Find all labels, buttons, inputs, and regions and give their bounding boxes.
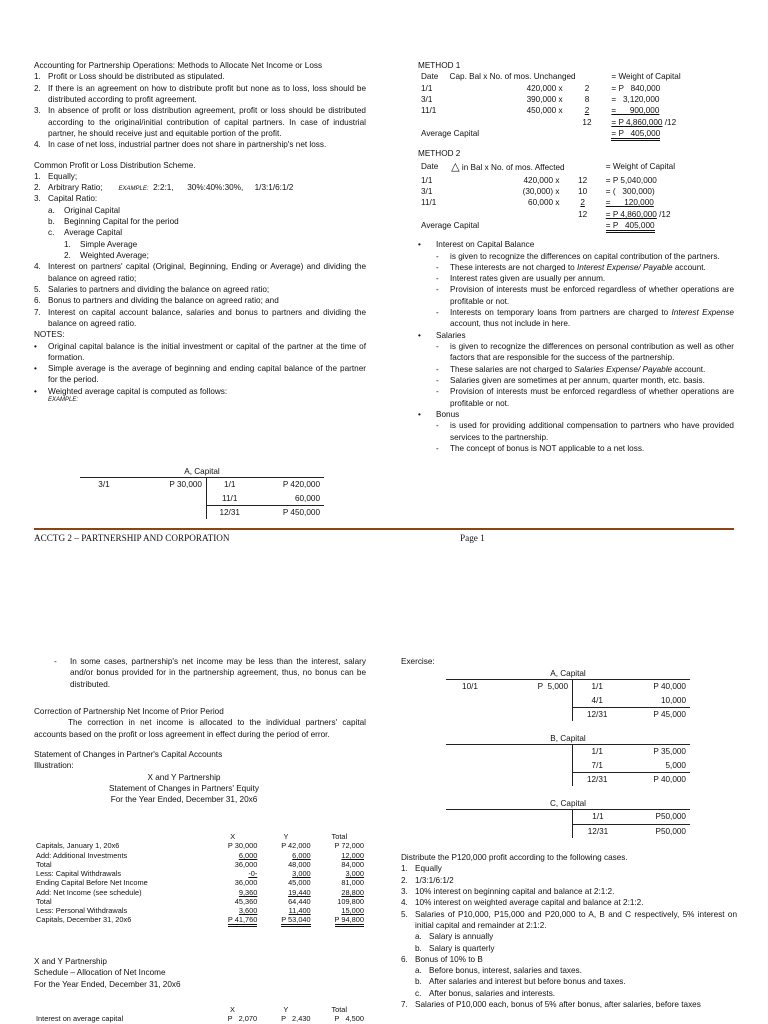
list-item: • Original capital balance is the initial investment or capital of the partner at the time of formation.: [34, 341, 366, 362]
table-row: Capitals, December 31, 20x6 P 41,760 P 53,040 P 94,800: [34, 915, 366, 924]
table-row: Total 36,000 48,000 84,000: [36, 859, 364, 869]
list-item: 2. 1/3:1/6:1/2: [401, 875, 454, 885]
t-account-b-capital-exercise: B, Capital 1/1 P 35,000 7/1 5,000 12/31 P 40,000: [446, 733, 690, 786]
list-item: • Bonus: [418, 409, 460, 419]
table-row: Average Capital = P 405,000: [418, 128, 708, 139]
list-item: 7. Interest on capital account balance, salaries and bonus to partners and dividing the balance on agreed ratio.: [34, 307, 366, 328]
illustration-label: Illustration:: [34, 761, 74, 771]
exercise-intro: Distribute the P120,000 profit according to the following cases.: [401, 853, 628, 862]
table-row: 3/1 390,000 x 8 = 3,120,000: [421, 94, 660, 104]
list-item: • Weighted average capital is computed as follows:: [34, 386, 228, 396]
list-item: a. Original Capital: [48, 205, 120, 215]
table-row: Ending Capital Before Net Income 36,000 45,000 81,000: [36, 878, 364, 888]
table-row: Add: Additional Investments 6,000 6,000 12,000: [36, 850, 364, 860]
page1-right-column: [418, 60, 734, 454]
list-item: b. After salaries and interest but before bonus and taxes.: [415, 977, 626, 987]
list-item: 4. 10% interest on weighted average capital and balance at 2:1:2.: [401, 898, 644, 908]
table-row: 11/1 60,000 x 2 = 120,000: [421, 198, 654, 208]
list-item: c. After bonus, salaries and interests.: [415, 988, 556, 998]
list-item: 3. 10% interest on beginning capital and balance at 2:1:2.: [401, 886, 615, 896]
correction-title: Correction of Partnership Net Income of Prior Period: [34, 707, 224, 716]
page1-left-column: [34, 60, 366, 404]
footer-divider: [34, 528, 734, 530]
t-account-a-capital-exercise: A, Capital 10/1 P 5,000 1/1 P 40,000 4/1 10,000 12/31 P 45,000: [446, 668, 690, 721]
list-item: 3. In absence of profit or loss distribution agreement, profit or loss should be distributed according to the original/initial contribution of capital partners. In case of industrial partner, he should receive just and equitable portion of the profit.: [34, 106, 366, 138]
example-label: EXAMPLE:: [48, 397, 79, 404]
scheme-title: Common Profit or Loss Distribution Scheme.: [34, 160, 196, 170]
list-item: - Interest rates given are usually per annum.: [436, 274, 606, 284]
list-item: a. Salary is annually: [415, 932, 494, 942]
table-row: 1/1 420,000 x 2 = P 840,000: [421, 83, 661, 93]
method2-title: METHOD 2: [418, 149, 461, 159]
list-item: • Simple average is the average of beginning and ending capital balance of the partner for the period.: [34, 364, 366, 385]
list-item: - These salaries are not charged to Salaries Expense/ Payable account.: [436, 364, 706, 374]
list-item: b. Salary is quarterly: [415, 943, 495, 953]
table-row: Interest on average capital P 2,070 P 2,430 P 4,500: [36, 1014, 364, 1024]
exercise-label: Exercise:: [401, 657, 435, 666]
list-item: 5. Salaries of P10,000, P15,000 and P20,000 to A, B and C respectively, 5% interest on initial capital and remainder at 2:1:2.: [401, 909, 737, 930]
page2-left-column: [54, 656, 366, 690]
list-item: 1. Equally: [401, 864, 442, 874]
list-item: a. Before bonus, interest, salaries and taxes.: [415, 966, 582, 976]
table-row: Average Capital = P 405,000: [418, 220, 708, 231]
table-row: 12 = P 4,860,000 /12: [582, 117, 677, 127]
exercise-cases: [401, 852, 737, 1010]
list-item: 4. In case of net loss, industrial partner does not share in partnership's net loss.: [34, 140, 327, 150]
statement-changes-table: X Y Total Capitals, January 1, 20x6 P 30,000 P 42,000 P 72,000 Add: Additional Investments 6,000 6,000 12,000 Total 36,000 48,000 84,000 Less: Capital Withdrawals -0- 3,000 3,000 Ending Capital Before Net Income 36,000 45,000 81,000 Add: Net Income (see schedule) 9,360 19,440 28,800 Total 45,360 64,440 109,800 Less: Personal Withdrawals 3,600 11,400 15,000 Capitals, December 31, 20x6 P 41,760 P 53,040 P 94,800: [34, 832, 366, 925]
list-item: 6. Bonus to partners and dividing the balance on agreed ratio; and: [34, 296, 279, 306]
list-item: • Interest on Capital Balance: [418, 240, 535, 250]
table-row: 3/1 (30,000) x 10 = ( 300,000): [421, 186, 655, 196]
delta-icon: △: [451, 160, 460, 173]
footer-course-title: ACCTG 2 – PARTNERSHIP AND CORPORATION: [34, 533, 230, 543]
list-item: c. Average Capital: [48, 228, 123, 238]
t-account-c-capital-exercise: C, Capital 1/1 P50,000 12/31 P50,000: [446, 798, 690, 838]
t-account-title: A, Capital: [184, 467, 220, 476]
list-item: - The concept of bonus is NOT applicable to a net loss.: [436, 443, 645, 453]
schedule-table: X Y Total Interest on average capital P 2,070 P 2,430 P 4,500: [36, 1005, 364, 1024]
list-item: - Provision of interests must be enforced regardless of whether operations are profitable or not.: [436, 285, 734, 306]
table-row: 12 = P 4,860,000 /12: [578, 209, 671, 219]
method2-table: Date △ in Bal x No. of mos. Affected = Weight of Capital 1/1 420,000 x 12 = P 5,040,000 3/1 (30,000) x 10 = ( 300,000) 11/1 60,000 x 2 = 120,000 12 = P 4,860,000 /12 Average Capital = P 405,000: [418, 160, 708, 232]
list-item: • Salaries: [418, 330, 466, 340]
list-item: - These interests are not charged to Interest Expense/ Payable account.: [436, 262, 706, 272]
statement-section-title: Statement of Changes in Partner's Capital Accounts: [34, 749, 223, 759]
list-item: 7. Salaries of P10,000 each, bonus of 5% after bonus, after salaries, before taxes: [401, 1000, 701, 1010]
list-item: - Salaries given are sometimes at per annum, quarter month, etc. basis.: [436, 375, 705, 385]
table-row: Total 45,360 64,440 109,800: [36, 896, 364, 906]
methods-list: [34, 71, 366, 150]
table-row: Less: Personal Withdrawals 3,600 11,400 15,000: [36, 906, 364, 915]
list-item: b. Beginning Capital for the period: [48, 217, 179, 227]
allocation-methods-title: Accounting for Partnership Operations: Methods to Allocate Net Income or Loss: [34, 61, 323, 70]
table-row: Less: Capital Withdrawals -0- 3,000 3,000: [36, 869, 364, 878]
page2-left-body: Correction of Partnership Net Income of Prior Period The correction in net income is allocated to the individual partners' capital accounts based on the profit or loss agreement in effect during the period of error. Statement of Changes in Partner's Capital Accounts Illustration: X and Y Partnership Statement of Changes in Partners' Equity For the Year Ended, December 31, 20x6: [34, 707, 366, 805]
list-item: 3. Capital Ratio:: [34, 194, 98, 204]
table-row: 1/1 420,000 x 12 = P 5,040,000: [421, 175, 657, 185]
list-item: 2. If there is an agreement on how to distribute profit but none as to loss, loss should be distributed according to profit agreement.: [34, 83, 366, 104]
list-item: - is used for providing additional compensation to partners who have provided services to the partnership.: [436, 421, 734, 442]
correction-text: The correction in net income is allocated to the individual partners' capital accounts based on the profit or loss agreement in effect during the period of error.: [34, 718, 366, 739]
method1-title: METHOD 1: [418, 61, 461, 70]
list-item: 4. Interest on partners' capital (Original, Beginning, Ending or Average) and dividing the balance on agreed ratio;: [34, 262, 366, 283]
list-item: - is given to recognize the differences on personal contribution as well as other factors that are responsible for the success of the partnership.: [436, 342, 734, 363]
list-item: 5. Salaries to partners and dividing the balance on agreed ratio;: [34, 284, 270, 294]
list-item: 1. Simple Average: [64, 239, 138, 249]
t-account-a-capital: A, Capital 3/1 P 30,000 1/1 P 420,000 11/1 60,000 12/31 P 450,000: [80, 466, 324, 519]
method1-table: Date Cap. Bal x No. of mos. Unchanged = Weight of Capital 1/1 420,000 x 2 = P 840,000 3/1 390,000 x 8 = 3,120,000 11/1 450,000 x 2 = 900,000 12 = P 4,860,000 /12 Average Capital = P 405,000: [418, 71, 708, 139]
list-item: 6. Bonus of 10% to B: [401, 954, 483, 964]
list-item: - In some cases, partnership's net income may be less than the interest, salary and/or bonus provided for in the partnership agreement, thus, no bonus can be distributed.: [54, 657, 366, 689]
list-item: 2. Arbitrary Ratio; EXAMPLE: 2:2:1, 30%:40%:30%, 1/3:1/6:1/2: [34, 183, 294, 193]
table-row: Add: Net Income (see schedule) 9,360 19,440 28,800: [36, 887, 364, 897]
list-item: - Interests on temporary loans from partners are charged to Interest Expense account, thus not include in here.: [436, 308, 734, 329]
list-item: 1. Profit or Loss should be distributed as stipulated.: [34, 72, 225, 82]
list-item: - is given to recognize the differences on capital contribution of the partners.: [436, 251, 720, 261]
notes-label: NOTES:: [34, 330, 65, 340]
table-row: 11/1 450,000 x 2 = 900,000: [421, 106, 660, 116]
schedule-block: X and Y Partnership Schedule – Allocation of Net Income For the Year Ended, December 31, 20x6: [34, 957, 181, 989]
list-item: - Provision of interests must be enforced regardless of whether operations are profitable or not.: [436, 387, 734, 408]
list-item: 2. Weighted Average;: [64, 251, 149, 260]
table-row: Capitals, January 1, 20x6 P 30,000 P 42,000 P 72,000: [36, 841, 364, 851]
list-item: 1. Equally;: [34, 171, 78, 181]
footer-page-number: Page 1: [460, 533, 485, 543]
